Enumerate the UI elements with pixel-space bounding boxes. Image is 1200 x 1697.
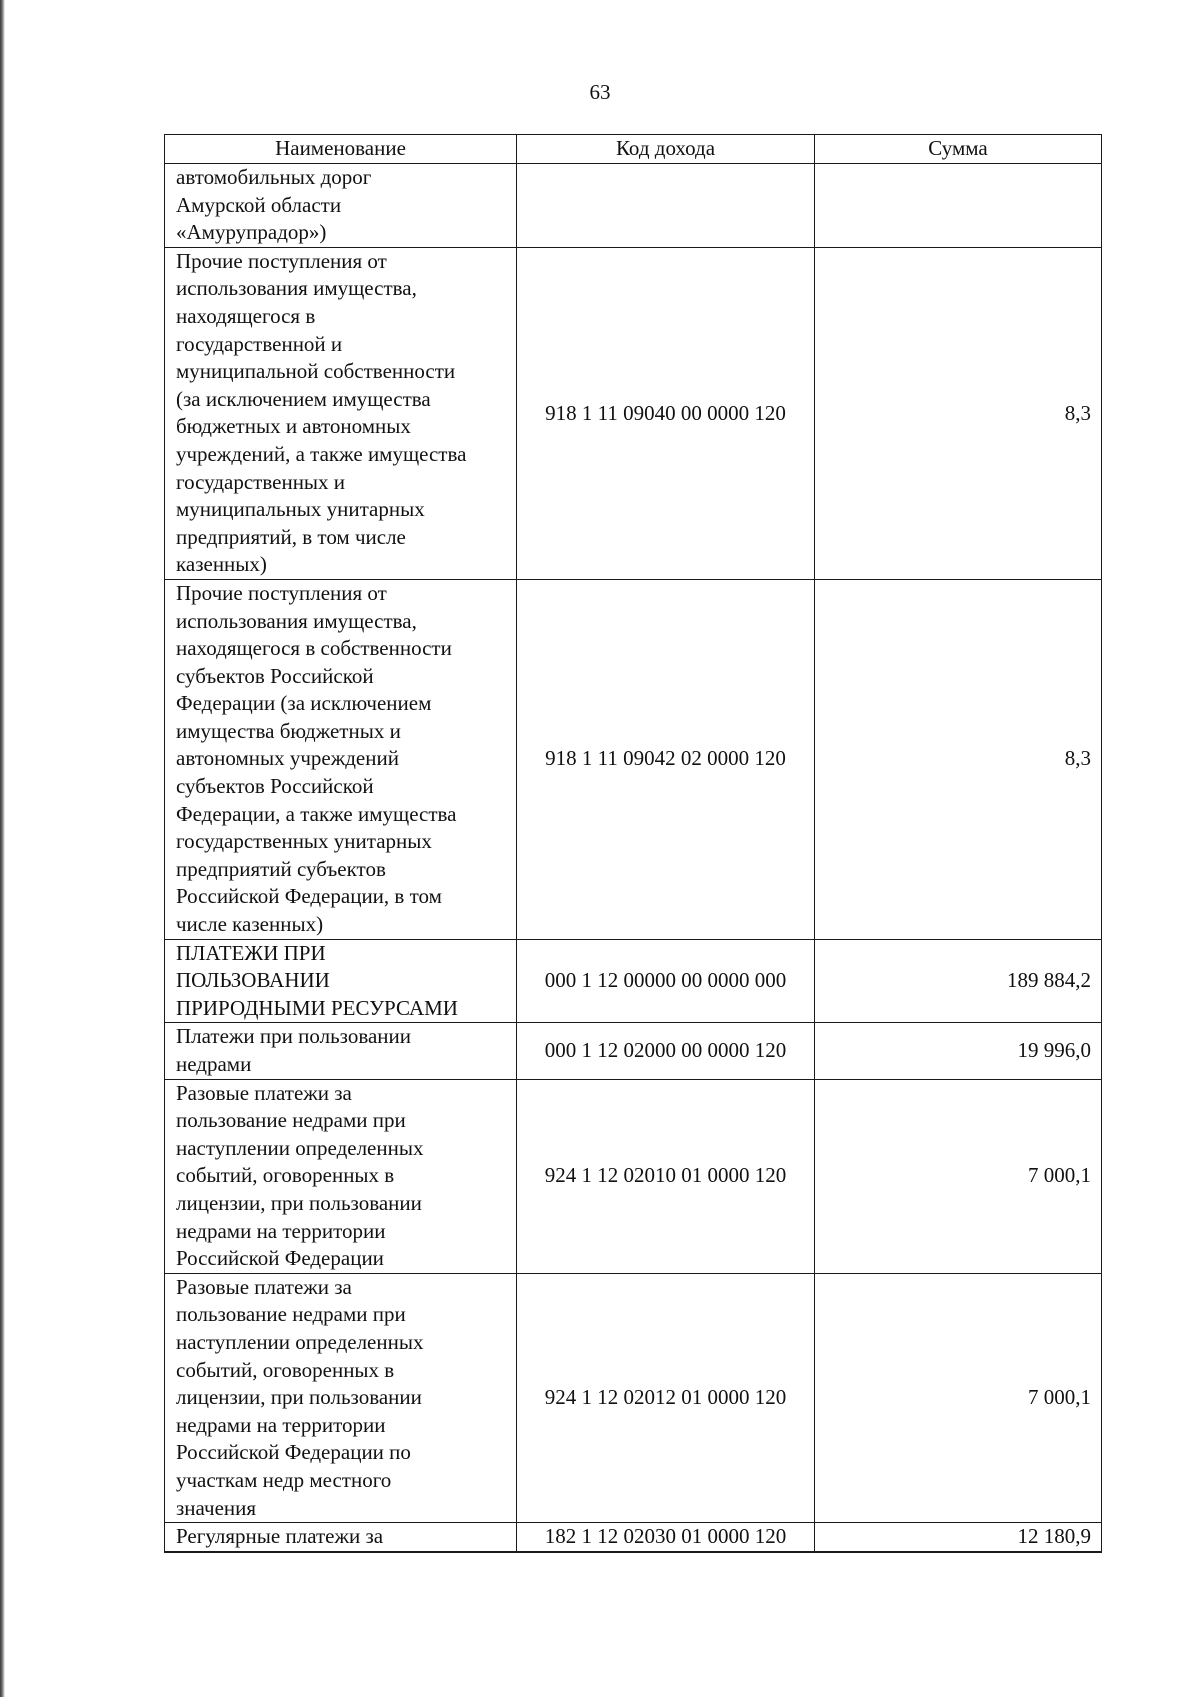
row-code: 918 1 11 09040 00 0000 120 — [517, 247, 815, 579]
row-name: Платежи при пользовании недрами — [165, 1023, 517, 1079]
header-sum: Сумма — [815, 135, 1102, 164]
row-code: 924 1 12 02010 01 0000 120 — [517, 1079, 815, 1273]
revenue-table — [164, 134, 1102, 1553]
scan-edge-shadow — [0, 0, 5, 1697]
row-name: Регулярные платежи за — [165, 1523, 517, 1552]
row-sum: 12 180,9 — [815, 1523, 1102, 1552]
page-number: 63 — [589, 80, 611, 104]
header-name: Наименование — [165, 135, 517, 164]
row-code: 182 1 12 02030 01 0000 120 — [517, 1523, 815, 1552]
row-name: автомобильных дорог Амурской области «Амурупрадор») — [165, 164, 517, 248]
row-name: Разовые платежи за пользование недрами при наступлении определенных событий, оговоренных в лицензии, при пользовании недрами на территории Российской Федерации — [165, 1079, 517, 1273]
table-row — [165, 1273, 1102, 1522]
row-name: ПЛАТЕЖИ ПРИ ПОЛЬЗОВАНИИ ПРИРОДНЫМИ РЕСУРСАМИ — [165, 939, 517, 1023]
row-code: 000 1 12 02000 00 0000 120 — [517, 1023, 815, 1079]
table-row — [165, 164, 1102, 248]
row-name: Прочие поступления от использования имущества, находящегося в государственной и муниципальной собственности (за исключением имущества бюджетных и автономных учреждений, а также имущества государственных и муниципальных унитарных предприятий, в том числе казенных) — [165, 247, 517, 579]
row-sum: 8,3 — [815, 247, 1102, 579]
row-code — [517, 164, 815, 248]
table-row — [165, 247, 1102, 579]
row-sum: 7 000,1 — [815, 1079, 1102, 1273]
row-sum — [815, 164, 1102, 248]
table-row — [165, 1079, 1102, 1273]
table-row — [165, 579, 1102, 939]
row-code: 924 1 12 02012 01 0000 120 — [517, 1273, 815, 1522]
table-row — [165, 1523, 1102, 1552]
row-name: Прочие поступления от использования имущества, находящегося в собственности субъектов Российской Федерации (за исключением имущества бюджетных и автономных учреждений субъектов Российской Федерации, а также имущества государственных унитарных предприятий субъектов Российской Федерации, в том числе казенных) — [165, 579, 517, 939]
row-code: 000 1 12 00000 00 0000 000 — [517, 939, 815, 1023]
header-row — [165, 135, 1102, 164]
table-row — [165, 939, 1102, 1023]
row-sum: 8,3 — [815, 579, 1102, 939]
row-sum: 19 996,0 — [815, 1023, 1102, 1079]
table-row — [165, 1023, 1102, 1079]
table-header — [165, 135, 1102, 164]
row-sum: 7 000,1 — [815, 1273, 1102, 1522]
header-code: Код дохода — [517, 135, 815, 164]
row-sum: 189 884,2 — [815, 939, 1102, 1023]
table-body — [165, 164, 1102, 1552]
row-code: 918 1 11 09042 02 0000 120 — [517, 579, 815, 939]
row-name: Разовые платежи за пользование недрами при наступлении определенных событий, оговоренных в лицензии, при пользовании недрами на территории Российской Федерации по участкам недр местного значения — [165, 1273, 517, 1522]
